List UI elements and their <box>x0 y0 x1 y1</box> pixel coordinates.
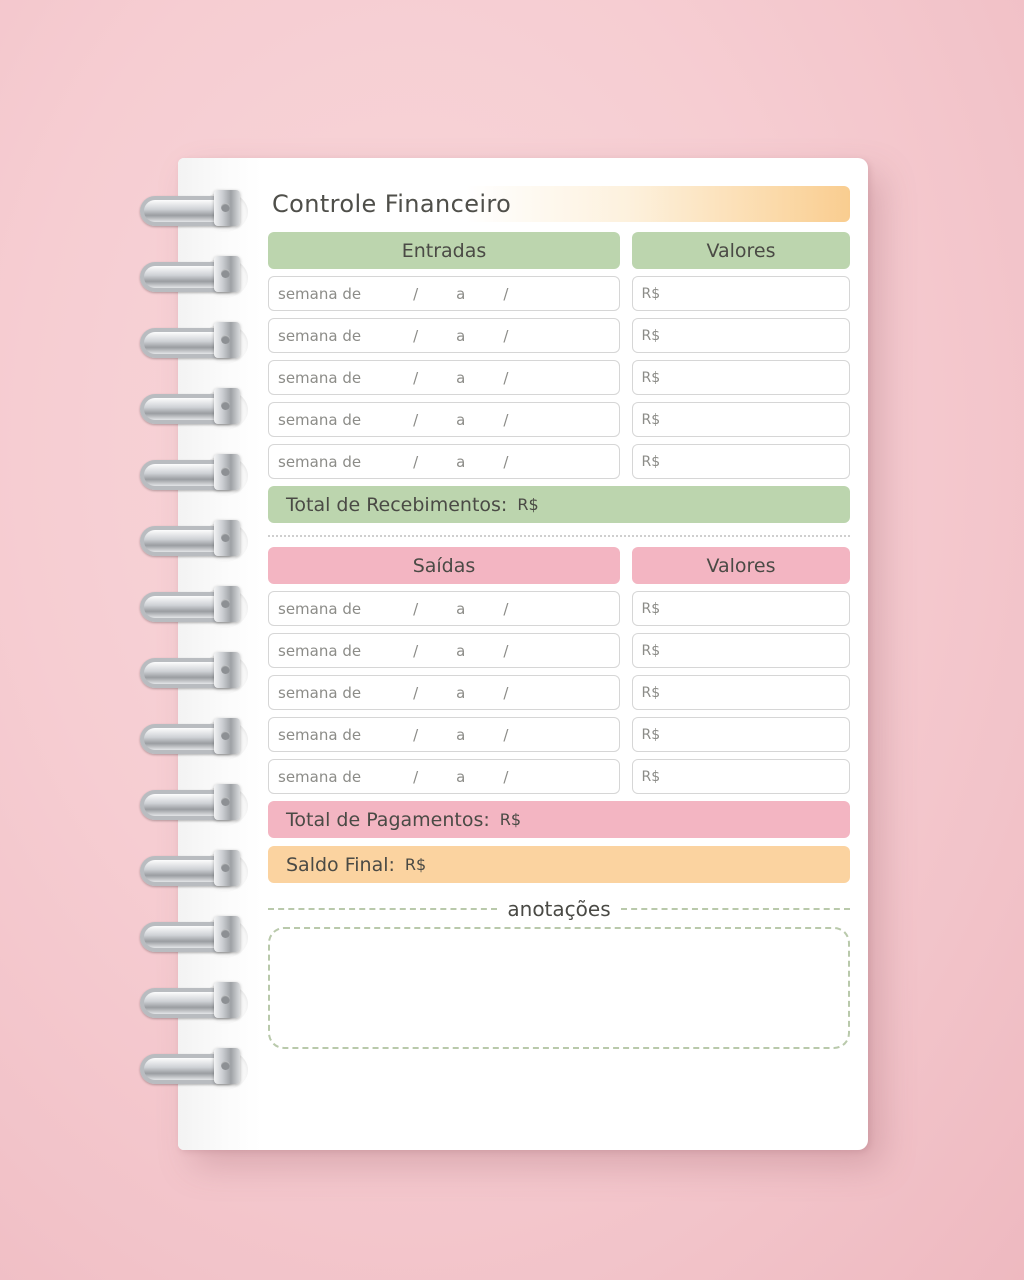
expense-value-field[interactable] <box>632 591 850 626</box>
notes-title: anotações <box>507 897 611 921</box>
income-total-label: Total de Recebimentos: <box>286 493 508 516</box>
date-slash: / <box>503 683 509 702</box>
week-label: semana de <box>278 368 362 387</box>
date-a: a <box>456 641 466 660</box>
punch-hole <box>200 258 248 298</box>
expense-total-label: Total de Pagamentos: <box>286 808 490 831</box>
notes-divider-right <box>621 908 850 910</box>
date-slash: / <box>413 725 419 744</box>
week-label: semana de <box>278 284 362 303</box>
expense-row <box>268 675 850 710</box>
date-slash: / <box>413 641 419 660</box>
income-header-row <box>268 232 850 269</box>
date-slash: / <box>503 725 509 744</box>
punch-hole <box>200 324 248 364</box>
income-row <box>268 318 850 353</box>
week-label: semana de <box>278 683 362 702</box>
punch-hole <box>200 786 248 826</box>
expense-values-header: Valores <box>632 547 850 584</box>
expense-total-value: R$ <box>499 810 522 829</box>
punch-hole <box>200 918 248 958</box>
expense-week-field[interactable] <box>268 717 620 752</box>
date-a: a <box>456 683 466 702</box>
date-slash: / <box>413 452 419 471</box>
punch-hole <box>200 588 248 628</box>
currency-label: R$ <box>641 600 661 617</box>
date-slash: / <box>413 683 419 702</box>
expense-week-field[interactable] <box>268 759 620 794</box>
punch-hole <box>200 654 248 694</box>
week-label: semana de <box>278 767 362 786</box>
expense-week-field[interactable] <box>268 675 620 710</box>
week-label: semana de <box>278 599 362 618</box>
week-label: semana de <box>278 725 362 744</box>
date-a: a <box>456 725 466 744</box>
date-slash: / <box>413 326 419 345</box>
date-slash: / <box>413 368 419 387</box>
date-slash: / <box>503 284 509 303</box>
balance-bar[interactable] <box>268 846 850 883</box>
expense-value-field[interactable] <box>632 717 850 752</box>
income-week-field[interactable] <box>268 276 620 311</box>
date-a: a <box>456 284 466 303</box>
date-a: a <box>456 452 466 471</box>
income-value-field[interactable] <box>632 444 850 479</box>
expense-row <box>268 717 850 752</box>
expense-value-field[interactable] <box>632 759 850 794</box>
section-divider <box>268 535 850 537</box>
expense-week-field[interactable] <box>268 591 620 626</box>
date-slash: / <box>413 599 419 618</box>
expense-value-field[interactable] <box>632 675 850 710</box>
currency-label: R$ <box>641 369 661 386</box>
punch-hole <box>200 1050 248 1090</box>
date-slash: / <box>503 326 509 345</box>
notes-title-row <box>268 897 850 921</box>
income-value-field[interactable] <box>632 318 850 353</box>
punch-hole <box>200 720 248 760</box>
income-week-field[interactable] <box>268 360 620 395</box>
date-a: a <box>456 767 466 786</box>
expense-row <box>268 633 850 668</box>
income-header: Entradas <box>268 232 620 269</box>
notebook <box>178 158 868 1150</box>
notes-divider-left <box>268 908 497 910</box>
date-slash: / <box>413 284 419 303</box>
date-slash: / <box>503 452 509 471</box>
week-label: semana de <box>278 641 362 660</box>
expense-header-row <box>268 547 850 584</box>
income-total-bar[interactable] <box>268 486 850 523</box>
income-total-value: R$ <box>517 495 539 514</box>
income-value-field[interactable] <box>632 276 850 311</box>
date-a: a <box>456 368 466 387</box>
title-bar <box>268 186 850 222</box>
week-label: semana de <box>278 326 362 345</box>
currency-label: R$ <box>641 684 661 701</box>
expense-row <box>268 759 850 794</box>
week-label: semana de <box>278 452 362 471</box>
punch-hole <box>200 852 248 892</box>
income-value-field[interactable] <box>632 360 850 395</box>
date-slash: / <box>413 767 419 786</box>
expense-value-field[interactable] <box>632 633 850 668</box>
income-row <box>268 444 850 479</box>
date-slash: / <box>503 767 509 786</box>
expense-header: Saídas <box>268 547 620 584</box>
income-row <box>268 276 850 311</box>
punch-hole <box>200 522 248 562</box>
currency-label: R$ <box>641 726 661 743</box>
page-title: Controle Financeiro <box>272 190 512 218</box>
currency-label: R$ <box>641 411 661 428</box>
currency-label: R$ <box>641 453 661 470</box>
notes-box[interactable] <box>268 927 850 1049</box>
expense-week-field[interactable] <box>268 633 620 668</box>
date-a: a <box>456 410 466 429</box>
date-slash: / <box>413 410 419 429</box>
balance-label: Saldo Final: <box>286 853 395 876</box>
income-week-field[interactable] <box>268 444 620 479</box>
date-slash: / <box>503 641 509 660</box>
currency-label: R$ <box>641 642 661 659</box>
currency-label: R$ <box>641 285 661 302</box>
balance-value: R$ <box>404 855 427 874</box>
date-a: a <box>456 326 466 345</box>
income-week-field[interactable] <box>268 318 620 353</box>
currency-label: R$ <box>641 768 661 785</box>
punch-hole <box>200 390 248 430</box>
date-slash: / <box>503 368 509 387</box>
expense-total-bar[interactable] <box>268 801 850 838</box>
expense-row <box>268 591 850 626</box>
income-values-header: Valores <box>632 232 850 269</box>
date-slash: / <box>503 599 509 618</box>
income-week-field[interactable] <box>268 402 620 437</box>
income-value-field[interactable] <box>632 402 850 437</box>
worksheet-page <box>268 186 850 1126</box>
week-label: semana de <box>278 410 362 429</box>
date-a: a <box>456 599 466 618</box>
date-slash: / <box>503 410 509 429</box>
income-row <box>268 402 850 437</box>
currency-label: R$ <box>641 327 661 344</box>
punch-hole <box>200 984 248 1024</box>
punch-hole <box>200 456 248 496</box>
income-row <box>268 360 850 395</box>
punch-hole <box>200 192 248 232</box>
